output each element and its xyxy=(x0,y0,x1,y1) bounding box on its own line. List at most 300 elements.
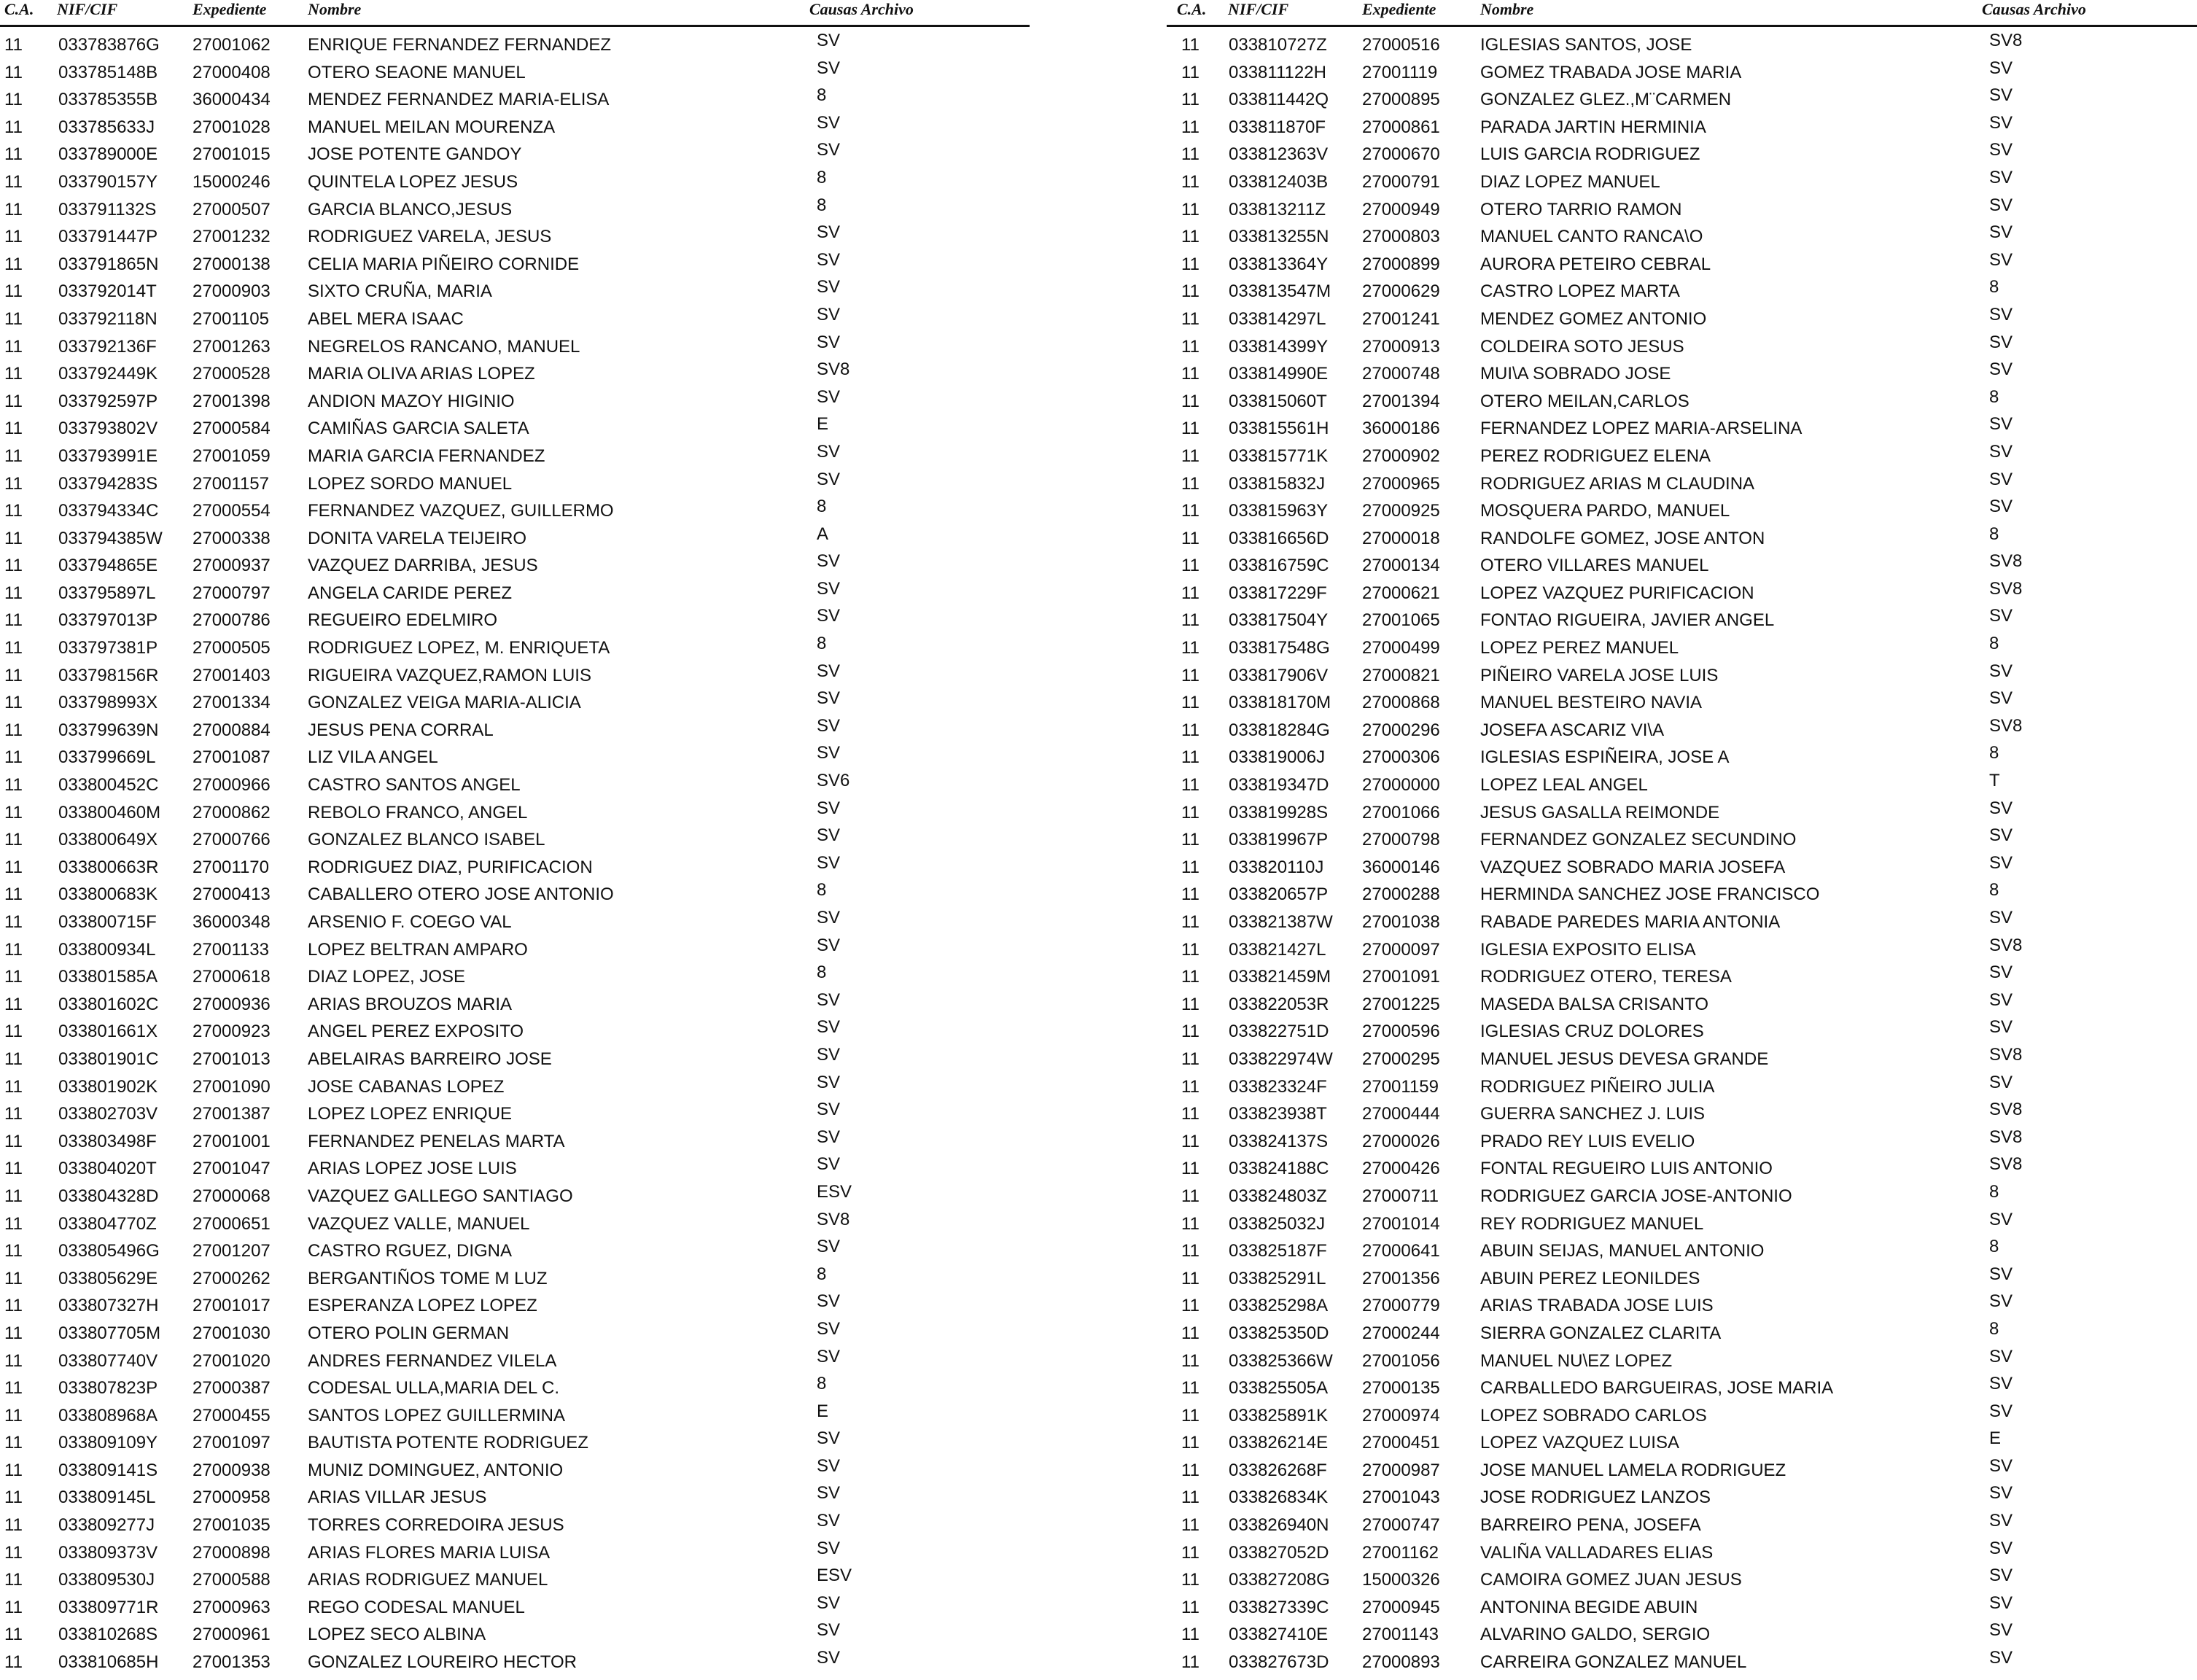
cell-causa: 8 xyxy=(1989,386,1999,407)
cell-expediente: 27000965 xyxy=(1362,473,1440,494)
cell-causa: 8 xyxy=(1989,1237,1999,1257)
cell-expediente: 27001398 xyxy=(193,391,271,411)
cell-expediente: 27001159 xyxy=(1362,1076,1439,1097)
cell-nif: 033818284G xyxy=(1229,720,1330,740)
cell-nif: 033825298A xyxy=(1229,1296,1329,1316)
cell-ca: 11 xyxy=(1181,830,1199,850)
table-row xyxy=(0,962,1035,995)
cell-nombre: ANTONINA BEGIDE ABUIN xyxy=(1480,1597,1698,1617)
cell-expediente: 27000779 xyxy=(1362,1296,1440,1316)
cell-nif: 033800663R xyxy=(58,857,159,877)
cell-ca: 11 xyxy=(1181,884,1199,905)
cell-nif: 033820110J xyxy=(1229,857,1324,877)
cell-expediente: 27000068 xyxy=(193,1186,271,1206)
left-rows xyxy=(0,31,1035,1680)
cell-expediente: 27000913 xyxy=(1362,336,1440,357)
cell-nombre: RODRIGUEZ PIÑEIRO JULIA xyxy=(1480,1076,1715,1097)
cell-nif: 033822053R xyxy=(1229,994,1329,1014)
cell-causa: SV xyxy=(1989,58,2013,78)
cell-nombre: ANGEL PEREZ EXPOSITO xyxy=(308,1022,524,1042)
cell-causa: 8 xyxy=(1989,277,1999,298)
cell-nif: 033826834K xyxy=(1229,1488,1329,1508)
cell-expediente: 27001065 xyxy=(1362,610,1440,631)
cell-ca: 11 xyxy=(4,1049,23,1069)
cell-expediente: 27000963 xyxy=(193,1597,271,1617)
table-row xyxy=(1167,1374,2197,1406)
cell-causa: SV xyxy=(817,606,841,626)
cell-nombre: DIAZ LOPEZ MANUEL xyxy=(1480,171,1660,192)
cell-ca: 11 xyxy=(1181,501,1199,521)
cell-nombre: IGLESIAS ESPIÑEIRA, JOSE A xyxy=(1480,747,1730,768)
cell-nombre: OTERO MEILAN,CARLOS xyxy=(1480,391,1689,411)
cell-expediente: 27001241 xyxy=(1362,308,1440,329)
cell-nombre: MANUEL CANTO RANCA\O xyxy=(1480,227,1703,247)
cell-nombre: IGLESIA EXPOSITO ELISA xyxy=(1480,939,1696,960)
cell-expediente: 27000026 xyxy=(1362,1131,1440,1151)
cell-nif: 033827052D xyxy=(1229,1542,1329,1563)
cell-ca: 11 xyxy=(4,775,23,796)
cell-expediente: 27000711 xyxy=(1362,1186,1439,1206)
cell-ca: 11 xyxy=(1181,1268,1199,1288)
cell-nombre: GONZALEZ VEIGA MARIA-ALICIA xyxy=(308,693,581,713)
cell-nif: 033794334C xyxy=(58,501,159,521)
cell-ca: 11 xyxy=(4,1570,23,1590)
table-row xyxy=(0,1648,1035,1680)
cell-nif: 033807823P xyxy=(58,1378,158,1399)
cell-nif: 033822751D xyxy=(1229,1022,1329,1042)
cell-nombre: HERMINDA SANCHEZ JOSE FRANCISCO xyxy=(1480,884,1820,905)
cell-nombre: GUERRA SANCHEZ J. LUIS xyxy=(1480,1104,1706,1124)
cell-ca: 11 xyxy=(1181,1323,1199,1343)
cell-nombre: ABEL MERA ISAAC xyxy=(308,308,464,329)
cell-nombre: ARIAS VILLAR JESUS xyxy=(308,1488,487,1508)
table-row xyxy=(0,1072,1035,1105)
cell-nombre: JOSE CABANAS LOPEZ xyxy=(308,1076,505,1097)
cell-ca: 11 xyxy=(1181,1241,1199,1261)
cell-ca: 11 xyxy=(4,665,23,685)
cell-causa: SV8 xyxy=(1989,578,2023,599)
cell-nombre: PIÑEIRO VARELA JOSE LUIS xyxy=(1480,665,1719,685)
cell-nombre: PRADO REY LUIS EVELIO xyxy=(1480,1131,1695,1151)
cell-nif: 033825291L xyxy=(1229,1268,1326,1288)
cell-nif: 033827208G xyxy=(1229,1570,1330,1590)
cell-nif: 033824137S xyxy=(1229,1131,1329,1151)
table-row xyxy=(0,880,1035,912)
cell-expediente: 27000925 xyxy=(1362,501,1440,521)
table-row xyxy=(0,195,1035,228)
cell-nombre: ARIAS RODRIGUEZ MANUEL xyxy=(308,1570,548,1590)
cell-nif: 033789000E xyxy=(58,144,158,165)
table-row xyxy=(1167,1264,2197,1296)
table-row xyxy=(1167,771,2197,803)
left-table-header xyxy=(0,0,1035,29)
cell-causa: SV xyxy=(817,277,841,298)
cell-causa: SV xyxy=(817,551,841,572)
cell-causa: SV xyxy=(817,1154,841,1175)
cell-nombre: ANGELA CARIDE PEREZ xyxy=(308,583,513,603)
cell-ca: 11 xyxy=(4,446,23,466)
cell-ca: 11 xyxy=(4,802,23,822)
table-row xyxy=(1167,1072,2197,1105)
cell-nombre: ENRIQUE FERNANDEZ FERNANDEZ xyxy=(308,35,612,55)
cell-nif: 033793802V xyxy=(58,419,158,439)
cell-nombre: ESPERANZA LOPEZ LOPEZ xyxy=(308,1296,537,1316)
table-row xyxy=(0,58,1035,90)
cell-nif: 033826214E xyxy=(1229,1433,1329,1453)
table-row xyxy=(0,634,1035,666)
cell-nif: 033809145L xyxy=(58,1488,156,1508)
cell-causa: SV xyxy=(1989,195,2013,215)
cell-expediente: 36000146 xyxy=(1362,857,1440,877)
cell-expediente: 27000974 xyxy=(1362,1405,1440,1426)
cell-expediente: 27001043 xyxy=(1362,1488,1440,1508)
cell-nombre: LOPEZ BELTRAN AMPARO xyxy=(308,939,528,960)
table-row xyxy=(0,140,1035,172)
cell-expediente: 27000138 xyxy=(193,254,271,274)
cell-nombre: FERNANDEZ VAZQUEZ, GUILLERMO xyxy=(308,501,614,521)
table-row xyxy=(0,441,1035,474)
cell-ca: 11 xyxy=(4,227,23,247)
table-row xyxy=(0,1264,1035,1296)
cell-expediente: 27001394 xyxy=(1362,391,1440,411)
cell-expediente: 15000326 xyxy=(1362,1570,1440,1590)
cell-causa: SV xyxy=(817,1237,841,1257)
cell-nombre: CASTRO SANTOS ANGEL xyxy=(308,775,521,796)
cell-causa: SV xyxy=(1989,852,2013,873)
cell-nif: 033817548G xyxy=(1229,638,1330,658)
cell-nombre: CODESAL ULLA,MARIA DEL C. xyxy=(308,1378,559,1399)
cell-nif: 033815963Y xyxy=(1229,501,1329,521)
table-row xyxy=(0,1237,1035,1269)
cell-nif: 033827339C xyxy=(1229,1597,1329,1617)
cell-causa: SV xyxy=(1989,1264,2013,1284)
cell-nif: 033793991E xyxy=(58,446,158,466)
cell-ca: 11 xyxy=(1181,1296,1199,1316)
cell-nif: 033819967P xyxy=(1229,830,1329,850)
cell-nombre: FONTAL REGUEIRO LUIS ANTONIO xyxy=(1480,1159,1773,1179)
cell-causa: SV xyxy=(817,1100,841,1120)
cell-nif: 033811122H xyxy=(1229,62,1326,82)
cell-causa: SV xyxy=(1989,304,2013,324)
cell-expediente: 27000451 xyxy=(1362,1433,1440,1453)
cell-expediente: 27000902 xyxy=(1362,446,1440,466)
cell-nif: 033815832J xyxy=(1229,473,1326,494)
cell-ca: 11 xyxy=(4,1076,23,1097)
table-row xyxy=(1167,825,2197,858)
cell-expediente: 27000444 xyxy=(1362,1104,1440,1124)
cell-expediente: 27000893 xyxy=(1362,1652,1440,1673)
table-row xyxy=(1167,524,2197,556)
cell-ca: 11 xyxy=(4,1296,23,1316)
cell-ca: 11 xyxy=(1181,1076,1199,1097)
cell-causa: ESV xyxy=(817,1181,852,1202)
cell-ca: 11 xyxy=(4,884,23,905)
cell-nombre: VAZQUEZ GALLEGO SANTIAGO xyxy=(308,1186,573,1206)
cell-ca: 11 xyxy=(4,747,23,768)
cell-causa: SV xyxy=(1989,1374,2013,1394)
table-row xyxy=(1167,1620,2197,1652)
table-row xyxy=(1167,880,2197,912)
cell-expediente: 27001143 xyxy=(1362,1625,1439,1645)
cell-expediente: 27000262 xyxy=(193,1268,271,1288)
cell-expediente: 27000791 xyxy=(1362,171,1440,192)
cell-causa: SV xyxy=(1989,85,2013,106)
cell-causa: SV xyxy=(1989,1648,2013,1668)
header-causas: Causas Archivo xyxy=(809,0,914,18)
cell-causa: SV xyxy=(1989,414,2013,435)
table-row xyxy=(1167,908,2197,940)
cell-causa: 8 xyxy=(817,962,827,983)
cell-causa: SV xyxy=(817,1072,841,1092)
cell-expediente: 27000584 xyxy=(193,419,271,439)
cell-expediente: 27000884 xyxy=(193,720,271,740)
cell-causa: SV xyxy=(1989,798,2013,818)
cell-nif: 033801902K xyxy=(58,1076,158,1097)
table-row xyxy=(0,771,1035,803)
table-row xyxy=(1167,332,2197,365)
table-row xyxy=(1167,167,2197,200)
cell-nif: 033814297L xyxy=(1229,308,1326,329)
cell-ca: 11 xyxy=(1181,446,1199,466)
table-row xyxy=(0,469,1035,502)
table-row xyxy=(0,1620,1035,1652)
cell-causa: SV xyxy=(1989,222,2013,243)
table-row xyxy=(1167,1181,2197,1214)
table-row xyxy=(0,935,1035,968)
table-row xyxy=(1167,85,2197,117)
cell-nif: 033821387W xyxy=(1229,912,1333,932)
cell-nif: 033785633J xyxy=(58,117,155,137)
cell-nombre: ARIAS TRABADA JOSE LUIS xyxy=(1480,1296,1714,1316)
cell-causa: SV xyxy=(817,688,841,709)
cell-nombre: LOPEZ SORDO MANUEL xyxy=(308,473,513,494)
table-row xyxy=(1167,1648,2197,1680)
cell-ca: 11 xyxy=(4,1488,23,1508)
table-row xyxy=(0,798,1035,831)
cell-ca: 11 xyxy=(4,254,23,274)
cell-expediente: 27000338 xyxy=(193,528,271,548)
cell-ca: 11 xyxy=(1181,1625,1199,1645)
cell-nif: 033808968A xyxy=(58,1405,158,1426)
cell-nombre: VAZQUEZ DARRIBA, JESUS xyxy=(308,556,538,576)
cell-ca: 11 xyxy=(4,199,23,219)
cell-nombre: BARREIRO PENA, JOSEFA xyxy=(1480,1515,1701,1536)
cell-ca: 11 xyxy=(1181,693,1199,713)
cell-nombre: LIZ VILA ANGEL xyxy=(308,747,438,768)
cell-causa: 8 xyxy=(817,497,827,517)
cell-expediente: 27001014 xyxy=(1362,1213,1440,1234)
cell-nombre: NEGRELOS RANCANO, MANUEL xyxy=(308,336,580,357)
cell-causa: SV xyxy=(817,1455,841,1476)
cell-expediente: 27000499 xyxy=(1362,638,1440,658)
cell-ca: 11 xyxy=(1181,1652,1199,1673)
cell-ca: 11 xyxy=(1181,720,1199,740)
cell-ca: 11 xyxy=(1181,857,1199,877)
cell-ca: 11 xyxy=(4,967,23,987)
cell-nombre: FERNANDEZ PENELAS MARTA xyxy=(308,1131,565,1151)
cell-expediente: 27000958 xyxy=(193,1488,271,1508)
cell-nif: 033791132S xyxy=(58,199,157,219)
cell-nif: 033824188C xyxy=(1229,1159,1329,1179)
cell-nif: 033785148B xyxy=(58,62,158,82)
table-row xyxy=(1167,222,2197,254)
cell-nombre: SIXTO CRUÑA, MARIA xyxy=(308,281,492,302)
cell-causa: SV xyxy=(817,1346,841,1366)
cell-causa: SV xyxy=(817,908,841,928)
cell-nombre: JOSE POTENTE GANDOY xyxy=(308,144,522,165)
cell-ca: 11 xyxy=(4,62,23,82)
cell-expediente: 27001001 xyxy=(193,1131,271,1151)
cell-causa: 8 xyxy=(817,634,827,654)
cell-nombre: REBOLO FRANCO, ANGEL xyxy=(308,802,528,822)
cell-expediente: 27000936 xyxy=(193,994,271,1014)
cell-causa: SV xyxy=(1989,1401,2013,1421)
cell-ca: 11 xyxy=(4,830,23,850)
cell-expediente: 27000507 xyxy=(193,199,271,219)
cell-nif: 033821459M xyxy=(1229,967,1331,987)
table-row xyxy=(0,551,1035,583)
cell-nombre: CELIA MARIA PIÑEIRO CORNIDE xyxy=(308,254,580,274)
cell-nif: 033794385W xyxy=(58,528,163,548)
cell-nombre: RIGUEIRA VAZQUEZ,RAMON LUIS xyxy=(308,665,591,685)
cell-nif: 033804328D xyxy=(58,1186,159,1206)
cell-causa: SV xyxy=(817,989,841,1010)
cell-nif: 033815561H xyxy=(1229,419,1329,439)
cell-expediente: 27000797 xyxy=(193,583,271,603)
cell-expediente: 27000244 xyxy=(1362,1323,1440,1343)
cell-expediente: 27001263 xyxy=(193,336,271,357)
cell-ca: 11 xyxy=(1181,1542,1199,1563)
cell-expediente: 27001030 xyxy=(193,1323,271,1343)
cell-nif: 033794283S xyxy=(58,473,158,494)
cell-nombre: LUIS GARCIA RODRIGUEZ xyxy=(1480,144,1700,165)
cell-ca: 11 xyxy=(4,1186,23,1206)
cell-ca: 11 xyxy=(4,391,23,411)
cell-nombre: JOSEFA ASCARIZ VI\A xyxy=(1480,720,1665,740)
cell-ca: 11 xyxy=(1181,144,1199,165)
table-row xyxy=(0,1538,1035,1571)
table-row xyxy=(0,1346,1035,1379)
cell-causa: SV xyxy=(1989,1511,2013,1531)
table-row xyxy=(0,715,1035,748)
cell-ca: 11 xyxy=(1181,364,1199,384)
cell-nombre: MUI\A SOBRADO JOSE xyxy=(1480,364,1671,384)
cell-nif: 033825032J xyxy=(1229,1213,1326,1234)
cell-causa: SV xyxy=(1989,1566,2013,1586)
cell-ca: 11 xyxy=(4,994,23,1014)
cell-causa: SV xyxy=(817,31,841,50)
cell-ca: 11 xyxy=(4,281,23,302)
cell-nif: 033809373V xyxy=(58,1542,158,1563)
cell-expediente: 27000295 xyxy=(1362,1049,1440,1069)
cell-nombre: MENDEZ GOMEZ ANTONIO xyxy=(1480,308,1707,329)
table-row xyxy=(1167,1538,2197,1571)
cell-ca: 11 xyxy=(4,364,23,384)
cell-causa: SV xyxy=(1989,989,2013,1010)
cell-causa: SV xyxy=(1989,112,2013,133)
cell-expediente: 27001232 xyxy=(193,227,271,247)
cell-nombre: ARSENIO F. COEGO VAL xyxy=(308,912,512,932)
cell-nombre: MANUEL NU\EZ LOPEZ xyxy=(1480,1350,1673,1371)
cell-expediente: 27001017 xyxy=(193,1296,271,1316)
cell-expediente: 27000618 xyxy=(193,967,271,987)
cell-nombre: ARIAS BROUZOS MARIA xyxy=(308,994,513,1014)
table-row xyxy=(1167,852,2197,885)
cell-ca: 11 xyxy=(1181,939,1199,960)
cell-ca: 11 xyxy=(4,583,23,603)
cell-nif: 033792014T xyxy=(58,281,157,302)
table-row xyxy=(0,277,1035,309)
cell-ca: 11 xyxy=(1181,1597,1199,1617)
cell-ca: 11 xyxy=(1181,1049,1199,1069)
cell-nif: 033809530J xyxy=(58,1570,155,1590)
table-row xyxy=(1167,661,2197,693)
table-row xyxy=(1167,112,2197,145)
table-row xyxy=(1167,469,2197,502)
cell-expediente: 27000641 xyxy=(1362,1241,1440,1261)
table-row xyxy=(0,688,1035,720)
cell-causa: SV xyxy=(1989,1592,2013,1613)
cell-causa: 8 xyxy=(1989,1181,1999,1202)
cell-ca: 11 xyxy=(1181,1350,1199,1371)
cell-nif: 033823938T xyxy=(1229,1104,1327,1124)
cell-ca: 11 xyxy=(1181,227,1199,247)
cell-causa: ESV xyxy=(817,1566,852,1586)
cell-ca: 11 xyxy=(1181,1159,1199,1179)
table-row xyxy=(0,1592,1035,1625)
cell-expediente: 27000455 xyxy=(193,1405,271,1426)
cell-ca: 11 xyxy=(1181,1460,1199,1480)
cell-nif: 033790157Y xyxy=(58,171,158,192)
cell-causa: SV xyxy=(817,1044,841,1065)
cell-nombre: VAZQUEZ VALLE, MANUEL xyxy=(308,1213,530,1234)
cell-causa: SV xyxy=(817,715,841,736)
cell-nombre: VALIÑA VALLADARES ELIAS xyxy=(1480,1542,1714,1563)
cell-nif: 033813211Z xyxy=(1229,199,1326,219)
table-row xyxy=(0,743,1035,775)
cell-causa: SV xyxy=(817,386,841,407)
cell-causa: SV xyxy=(817,441,841,462)
cell-nombre: ARIAS LOPEZ JOSE LUIS xyxy=(308,1159,517,1179)
cell-nif: 033791447P xyxy=(58,227,158,247)
cell-nombre: LOPEZ PEREZ MANUEL xyxy=(1480,638,1679,658)
cell-nif: 033792136F xyxy=(58,336,157,357)
cell-nif: 033811442Q xyxy=(1229,90,1329,110)
cell-nombre: GONZALEZ GLEZ.,M¨CARMEN xyxy=(1480,90,1732,110)
cell-ca: 11 xyxy=(4,638,23,658)
cell-causa: SV xyxy=(817,1648,841,1668)
cell-ca: 11 xyxy=(1181,254,1199,274)
cell-expediente: 27001356 xyxy=(1362,1268,1440,1288)
cell-causa: SV xyxy=(817,661,841,681)
cell-nif: 033803498F xyxy=(58,1131,157,1151)
cell-causa: SV xyxy=(1989,140,2013,160)
cell-ca: 11 xyxy=(4,693,23,713)
cell-ca: 11 xyxy=(4,912,23,932)
table-row xyxy=(0,1483,1035,1515)
cell-nif: 033825891K xyxy=(1229,1405,1329,1426)
table-row xyxy=(1167,1401,2197,1434)
cell-ca: 11 xyxy=(4,473,23,494)
cell-nif: 033825187F xyxy=(1229,1241,1327,1261)
cell-ca: 11 xyxy=(1181,747,1199,768)
cell-nombre: MARIA OLIVA ARIAS LOPEZ xyxy=(308,364,535,384)
table-row xyxy=(1167,140,2197,172)
cell-expediente: 27001119 xyxy=(1362,62,1438,82)
cell-expediente: 27001403 xyxy=(193,665,271,685)
cell-causa: SV xyxy=(1989,167,2013,187)
cell-nif: 033797013P xyxy=(58,610,158,631)
